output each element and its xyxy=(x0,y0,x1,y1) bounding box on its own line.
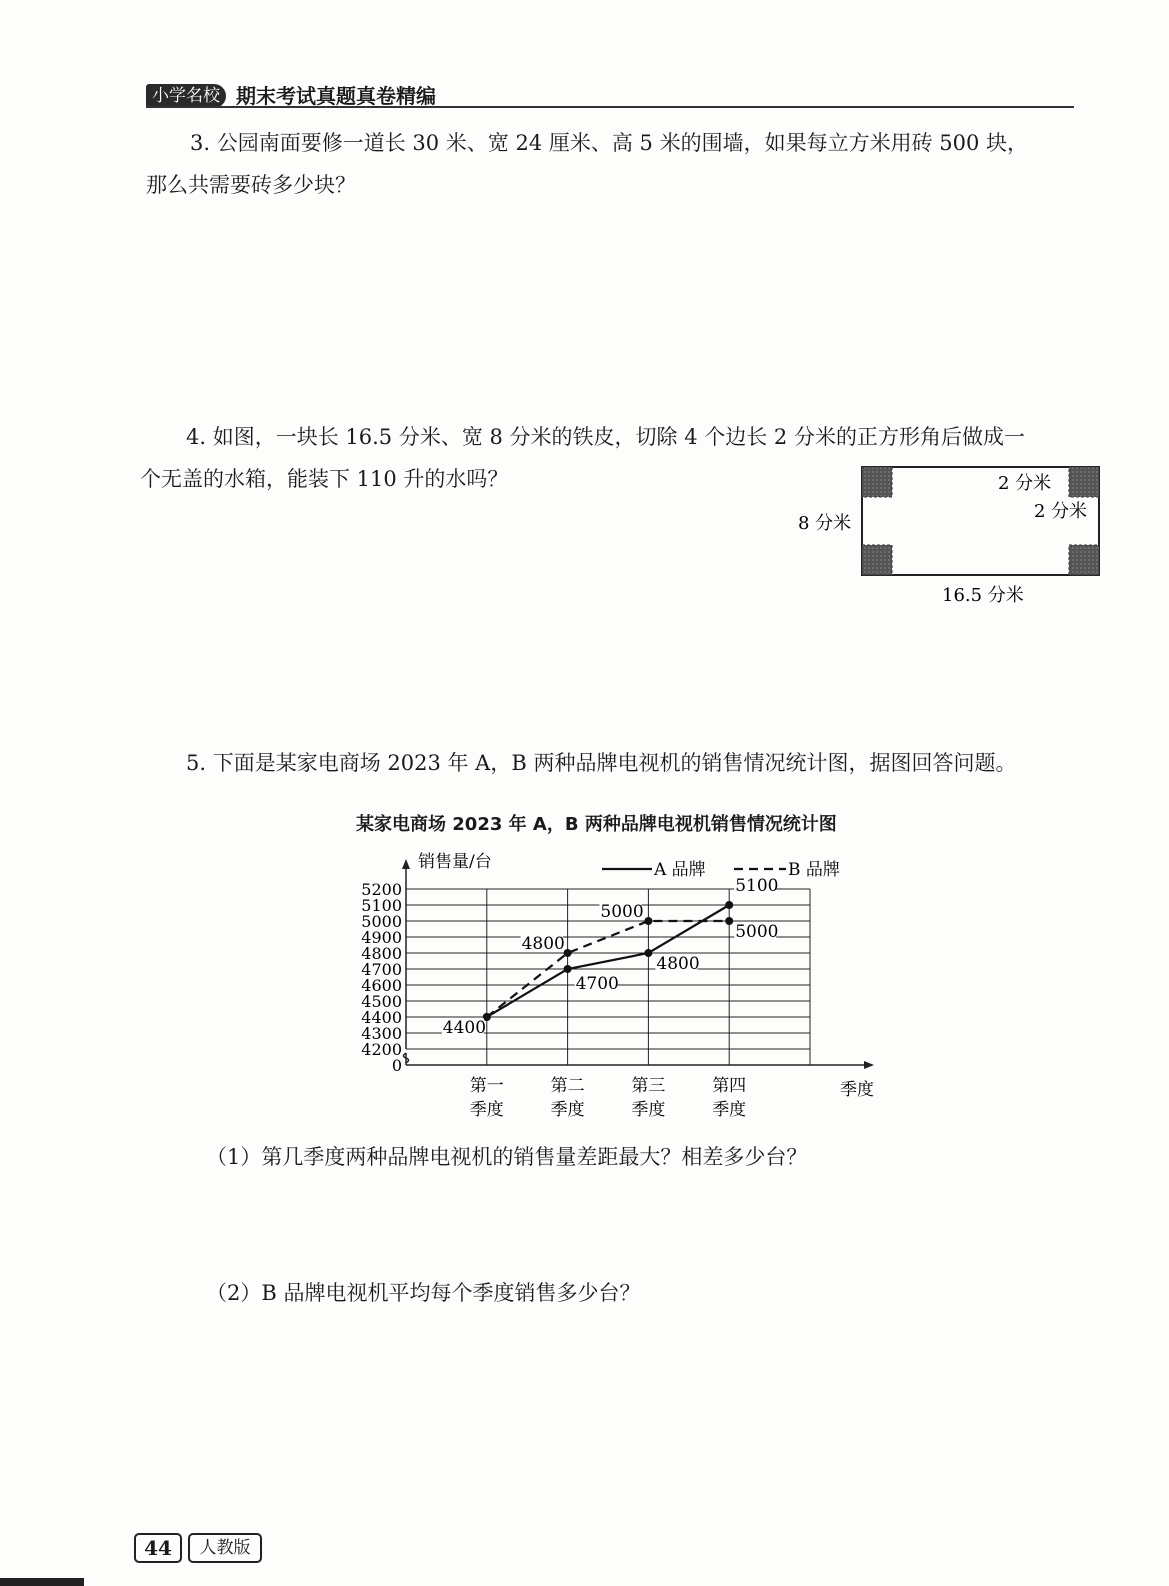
y-tick-label: 5200 xyxy=(361,880,402,899)
x-tick-label: 第一 xyxy=(469,1076,504,1096)
corner-square-tr xyxy=(1069,467,1099,497)
legend-label-b: B 品牌 xyxy=(788,860,840,880)
x-axis-label: 季度 xyxy=(840,1080,874,1100)
legend-label-a: A 品牌 xyxy=(654,860,706,880)
y-tick-label: 4400 xyxy=(361,1008,402,1027)
q3-line1: 3. 公园南面要修一道长 30 米、宽 24 厘米、高 5 米的围墙，如果每立方米用砖 500 块， xyxy=(190,131,1028,155)
x-tick-label: 季度 xyxy=(550,1100,585,1120)
series-point-b xyxy=(725,917,733,925)
data-label-a: 4800 xyxy=(656,954,700,974)
footer-bar xyxy=(0,1578,84,1586)
q5-sub1: （1）第几季度两种品牌电视机的销售量差距最大？相差多少台？ xyxy=(206,1145,808,1169)
x-tick-label: 第四 xyxy=(712,1076,747,1096)
page-number: 44 xyxy=(134,1533,182,1563)
corner-square-bl xyxy=(862,545,892,575)
y-tick-zero: 0 xyxy=(391,1056,402,1075)
y-tick-label: 4500 xyxy=(361,992,402,1011)
x-tick-label: 季度 xyxy=(469,1100,504,1120)
data-label-b: 4400 xyxy=(442,1018,487,1038)
data-label-b: 4800 xyxy=(521,934,565,954)
header-badge: 小学名校 xyxy=(146,84,226,108)
x-tick-label: 第二 xyxy=(550,1076,585,1096)
data-label-b: 5000 xyxy=(735,922,779,942)
y-tick-label: 4800 xyxy=(361,944,402,963)
data-label-b: 5000 xyxy=(600,902,644,922)
label-width: 8 分米 xyxy=(798,513,852,534)
y-axis-label: 销售量/台 xyxy=(418,852,492,872)
y-tick-label: 4300 xyxy=(361,1024,402,1043)
series-point-a xyxy=(644,949,652,957)
q5-sub2: （2）B 品牌电视机平均每个季度销售多少台？ xyxy=(206,1281,641,1305)
data-label-a: 5100 xyxy=(735,876,779,896)
x-axis-arrow xyxy=(864,1061,874,1069)
y-tick-label: 4700 xyxy=(361,960,402,979)
q4-line2: 个无盖的水箱，能装下 110 升的水吗？ xyxy=(140,467,509,491)
label-length: 16.5 分米 xyxy=(942,585,1024,606)
series-point-b xyxy=(644,917,652,925)
sales-line-chart xyxy=(340,845,900,1135)
q4-line1: 4. 如图，一块长 16.5 分米、宽 8 分米的铁皮，切除 4 个边长 2 分米的正方形角后做成一 xyxy=(186,425,1025,449)
x-tick-label: 季度 xyxy=(712,1100,747,1120)
y-tick-label: 4200 xyxy=(361,1040,402,1059)
iron-sheet-diagram xyxy=(780,455,1120,615)
q3-line2: 那么共需要砖多少块？ xyxy=(146,173,356,197)
q5-line1: 5. 下面是某家电商场 2023 年 A，B 两种品牌电视机的销售情况统计图，据图回答问题。 xyxy=(186,751,1017,775)
y-tick-label: 5000 xyxy=(361,912,402,931)
series-point-a xyxy=(725,901,733,909)
chart-title: 某家电商场 2023 年 A，B 两种品牌电视机销售情况统计图 xyxy=(356,814,837,835)
x-tick-label: 季度 xyxy=(631,1100,666,1120)
series-point-a xyxy=(564,965,572,973)
y-axis-arrow xyxy=(402,859,410,869)
y-tick-label: 4600 xyxy=(361,976,402,995)
x-tick-label: 第三 xyxy=(631,1076,666,1096)
corner-square-tl xyxy=(862,467,892,497)
data-label-a: 4700 xyxy=(575,974,619,994)
label-corner-b: 2 分米 xyxy=(1034,501,1088,522)
y-tick-label: 5100 xyxy=(361,896,402,915)
header-rule xyxy=(146,106,1074,108)
y-tick-label: 4900 xyxy=(361,928,402,947)
header-title: 期末考试真题真卷精编 xyxy=(236,84,436,108)
label-corner-a: 2 分米 xyxy=(998,473,1052,494)
corner-square-br xyxy=(1069,545,1099,575)
edition-badge: 人教版 xyxy=(188,1533,262,1563)
